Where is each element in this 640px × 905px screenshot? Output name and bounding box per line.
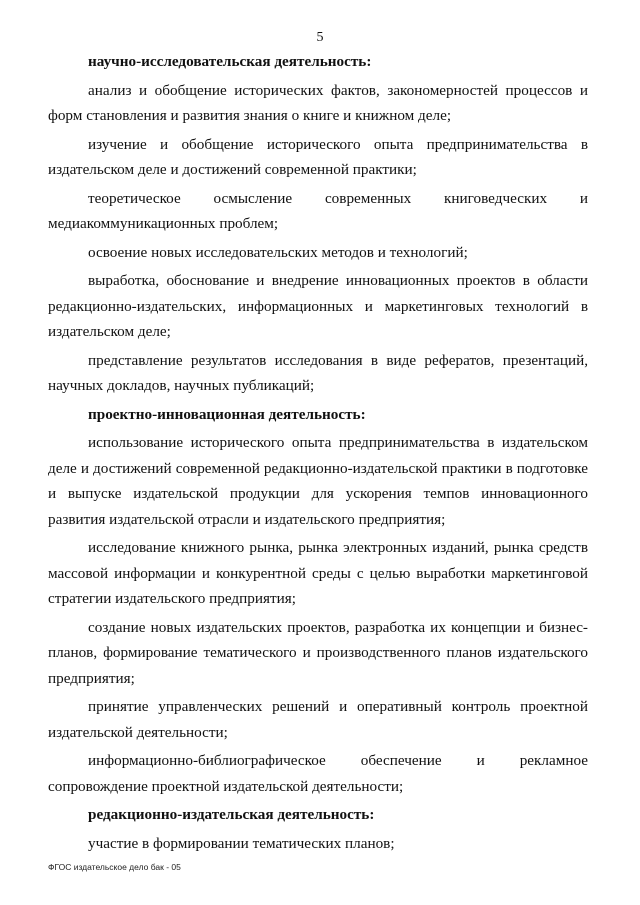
- list-item: создание новых издательских проектов, разработка их концепции и бизнес-планов, формирование тематического и производственного планов издательского предприятия;: [48, 618, 588, 687]
- list-item: представление результатов исследования в виде рефератов, презентаций, научных докладов, научных публикаций;: [48, 351, 588, 394]
- section-heading-innovation: проектно-инновационная деятельность:: [88, 405, 366, 423]
- list-item: исследование книжного рынка, рынка электронных изданий, рынка средств массовой информации и конкурентной среды с целью выработки маркетинговой стратегии издательского предприятия;: [48, 539, 588, 607]
- list-item: изучение и обобщение исторического опыта предпринимательства в издательском деле и достижений современной практики;: [48, 135, 588, 178]
- page-content: [48, 49, 588, 859]
- section-heading-editorial: редакционно-издательская деятельность:: [88, 806, 375, 823]
- page-number: 5: [316, 30, 324, 45]
- list-item: теоретическое осмысление современных книговедческих и медиакоммуникационных проблем;: [48, 189, 588, 232]
- list-item: информационно-библиографическое обеспечение и рекламное сопровождение проектной издательской деятельности;: [48, 752, 588, 795]
- list-item: освоение новых исследовательских методов и технологий;: [88, 243, 468, 261]
- document-footer: ФГОС издательское дело бак - 05: [48, 862, 181, 872]
- list-item: анализ и обобщение исторических фактов, закономерностей процессов и форм становления и развития знания о книге и книжном деле;: [48, 81, 588, 124]
- list-item: использование исторического опыта предпринимательства в издательском деле и достижений современной редакционно-издательской практики в подготовке и выпуске издательской продукции для ускорения темпов инновационного развития издательской отрасли и издательского предприятия;: [48, 434, 588, 528]
- list-item: участие в формировании тематических планов;: [88, 834, 395, 852]
- list-item: принятие управленческих решений и оперативный контроль проектной издательской деятельности;: [48, 698, 588, 741]
- list-item: выработка, обоснование и внедрение инновационных проектов в области редакционно-издательских, информационных и маркетинговых технологий в издательском деле;: [48, 272, 588, 340]
- section-heading-research: научно-исследовательская деятельность:: [88, 53, 372, 70]
